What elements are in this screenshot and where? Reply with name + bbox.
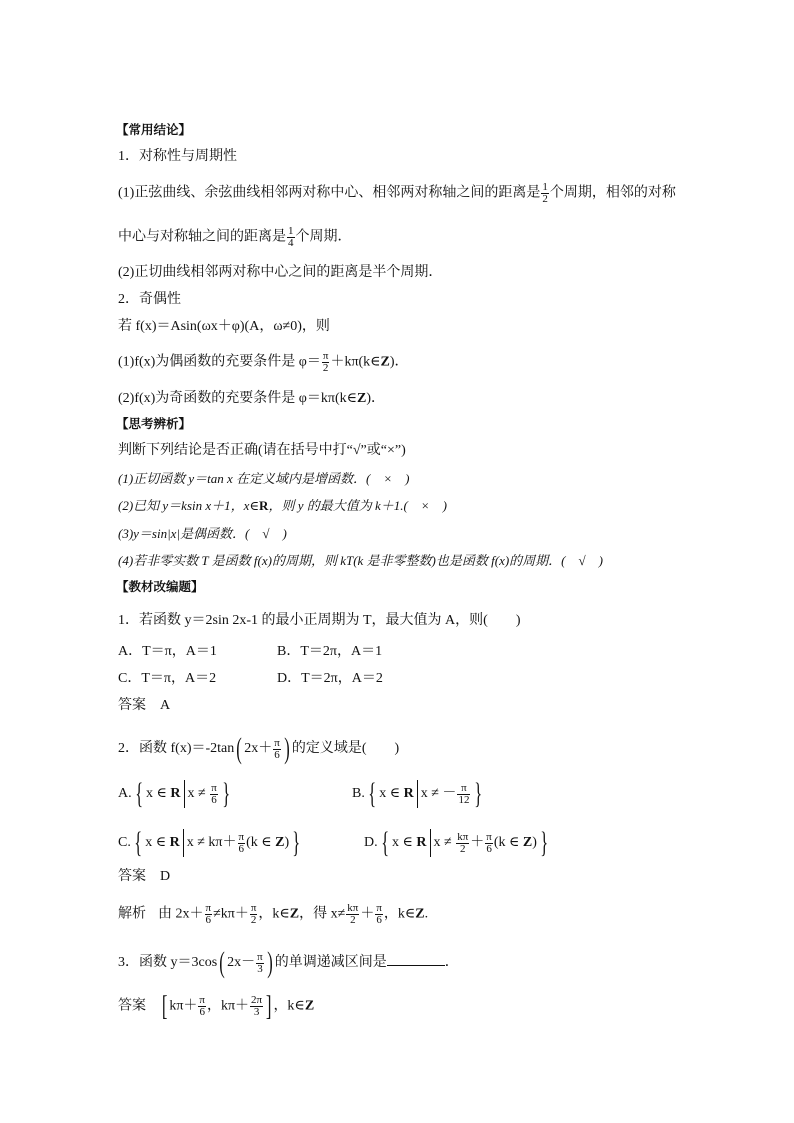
fraction-pi-over-12: [457, 783, 470, 806]
right-bracket: ]: [265, 990, 272, 1022]
problem-1-option-b: B．T＝2π，A＝1: [277, 644, 383, 659]
left-brace: {: [380, 826, 389, 859]
item-2-title: 2．奇偶性: [118, 292, 181, 307]
think-q3: (3)y＝sin|x|是偶函数．( √ ): [118, 526, 287, 541]
explanation-label: 解析: [118, 906, 146, 922]
set-bar: [417, 780, 418, 808]
option-label: D.: [364, 835, 378, 851]
left-brace: {: [134, 777, 143, 810]
option-label: A.: [118, 786, 132, 802]
denominator: 2: [350, 914, 356, 926]
real-set-symbol: R: [170, 786, 181, 802]
odd-condition: [118, 390, 385, 408]
set-bar: [184, 780, 185, 808]
text: x ∈: [145, 835, 170, 851]
text: 2x＋: [244, 741, 273, 757]
fraction-pi-over-2: [322, 351, 330, 374]
integer-set-symbol: Z: [275, 835, 285, 851]
numerator: 1: [288, 225, 294, 237]
numerator: kπ: [457, 830, 469, 843]
real-set-symbol: R: [259, 498, 269, 513]
right-paren: ): [266, 946, 273, 979]
text: ＋: [360, 906, 375, 922]
fraction-pi-over-6: [273, 738, 281, 761]
section-heading-common: 【常用结论】: [116, 123, 192, 137]
text: ，k∈: [273, 998, 305, 1014]
text: ，k∈: [258, 906, 290, 922]
numerator: π: [250, 902, 257, 914]
text: .: [424, 906, 429, 922]
numerator: kπ: [347, 902, 359, 914]
problem-1-answer: [118, 697, 170, 715]
fraction-pi-over-6: [205, 903, 213, 926]
problem-2-explanation: [118, 903, 428, 926]
text: ，kπ＋: [206, 998, 250, 1014]
text: 的定义域是( ): [291, 741, 400, 757]
fraction-kpi-over-2: [346, 903, 359, 926]
text: 由 2x＋: [158, 906, 204, 922]
denominator: 2: [322, 362, 329, 374]
real-set-symbol: R: [169, 835, 180, 851]
text: (2)f(x)为奇函数的充要条件是 φ＝kπ(k∈: [118, 391, 357, 406]
problem-1-option-d: D．T＝2π，A＝2: [277, 671, 383, 686]
numerator: 1: [542, 181, 548, 193]
text: ): [532, 835, 537, 851]
problem-1-option-c: C．T＝π，A＝2: [118, 671, 217, 686]
think-intro: 判断下列结论是否正确(请在括号中打“√”或“×”): [118, 443, 406, 458]
fraction-half: [541, 182, 549, 205]
problem-3-answer: [118, 990, 315, 1022]
right-paren: ): [284, 732, 290, 765]
problem-2-option-b: [352, 779, 486, 809]
denominator: 6: [486, 842, 492, 855]
denominator: 6: [274, 748, 280, 761]
text: (2)已知 y＝ksin x＋1，x∈: [118, 498, 260, 513]
fraction-pi-over-6: [375, 903, 383, 926]
problem-2-option-c: [118, 828, 304, 858]
integer-set-symbol: Z: [289, 906, 300, 922]
numerator: π: [205, 902, 212, 914]
denominator: 3: [253, 1006, 260, 1018]
think-q1: (1)正切函数 y＝tan x 在定义域内是增函数．( × ): [118, 471, 410, 486]
text: ，k∈: [383, 906, 416, 922]
text: (k ∈: [246, 835, 276, 851]
set-bar: [183, 829, 184, 857]
text: 个周期，相邻的对称: [549, 185, 676, 201]
answer-value: D: [160, 869, 171, 884]
left-brace: {: [134, 826, 143, 859]
think-q4: (4)若非零实数 T 是函数 f(x)的周期，则 kT(k 是非零整数)也是函数 f(x)的周期．( √ ): [118, 553, 603, 568]
fraction-pi-over-6: [485, 832, 493, 855]
answer-blank: [387, 953, 445, 966]
denominator: 2: [250, 914, 257, 926]
text: 3．函数 y＝3cos: [118, 955, 218, 971]
denominator: 2: [460, 842, 466, 855]
text: x ∈: [392, 835, 417, 851]
numerator: π: [211, 781, 217, 794]
text: ＋kπ(k∈: [330, 354, 381, 370]
fraction-pi-over-2: [250, 903, 258, 926]
fraction-quarter: [287, 226, 295, 249]
text: (1)正弦曲线、余弦曲线相邻两对称中心、相邻两对称轴之间的距离是: [118, 185, 541, 201]
text: ＋: [470, 835, 485, 851]
text: x ≠: [187, 786, 210, 802]
numerator: π: [457, 783, 470, 795]
left-bracket: [: [161, 990, 168, 1022]
para-1-line-1: [118, 182, 676, 205]
section-heading-think: 【思考辨析】: [116, 417, 192, 431]
text: 2．函数 f(x)＝-2tan: [118, 741, 235, 757]
text: kπ＋: [169, 998, 198, 1014]
option-label: B.: [352, 786, 365, 802]
right-brace: }: [474, 777, 483, 810]
left-brace: {: [368, 777, 377, 810]
integer-set-symbol: Z: [380, 354, 390, 370]
set-bar: [430, 829, 431, 857]
numerator: π: [257, 950, 263, 963]
problem-3-question: [118, 948, 459, 978]
text: (1)f(x)为偶函数的充要条件是 φ＝: [118, 354, 321, 370]
numerator: 2π: [251, 994, 263, 1006]
numerator: π: [238, 830, 245, 843]
problem-1-question: 1．若函数 y＝2sin 2x-1 的最小正周期为 T，最大值为 A，则( ): [118, 613, 521, 628]
integer-set-symbol: Z: [304, 998, 315, 1014]
text: x ∈: [379, 786, 404, 802]
fraction-kpi-over-2: [456, 832, 469, 855]
fraction-pi-over-6: [198, 995, 206, 1018]
answer-value: A: [160, 698, 171, 713]
right-brace: }: [292, 826, 301, 859]
option-label: C.: [118, 835, 131, 851]
text: x ≠ kπ＋: [186, 835, 237, 851]
real-set-symbol: R: [403, 786, 414, 802]
right-brace: }: [222, 777, 230, 810]
numerator: π: [486, 830, 492, 843]
para-2: (2)正切曲线相邻两对称中心之间的距离是半个周期．: [118, 265, 443, 280]
denominator: 6: [238, 842, 245, 855]
fraction-pi-over-6: [238, 832, 246, 855]
fraction-pi-over-6: [210, 783, 218, 806]
integer-set-symbol: Z: [356, 391, 367, 406]
numerator: π: [199, 994, 205, 1006]
text: ，得 x≠: [299, 906, 346, 922]
problem-1-option-a: A．T＝π，A＝1: [118, 644, 217, 659]
section-heading-textbook: 【教材改编题】: [116, 580, 204, 594]
right-brace: }: [540, 826, 549, 859]
problem-2-option-a: [118, 779, 233, 809]
text: ，则 y 的最大值为 k＋1.( × ): [268, 498, 447, 513]
text: x ≠: [433, 835, 456, 851]
text: )．: [389, 354, 409, 370]
text: ≠kπ＋: [213, 906, 249, 922]
text: ．: [444, 955, 459, 971]
denominator: 2: [542, 193, 548, 205]
answer-label: 答案: [118, 869, 146, 884]
numerator: π: [274, 736, 280, 749]
numerator: π: [322, 350, 329, 362]
denominator: 6: [376, 914, 382, 926]
denominator: 12: [458, 793, 470, 806]
fraction-2pi-over-3: [250, 995, 263, 1018]
even-condition: [118, 351, 409, 374]
denominator: 6: [199, 1006, 205, 1018]
problem-2-option-d: [364, 828, 551, 858]
denominator: 4: [288, 237, 294, 249]
text: 2x－: [227, 955, 256, 971]
text: )．: [366, 391, 385, 406]
text: (k ∈: [493, 835, 523, 851]
text: 中心与对称轴之间的距离是: [118, 229, 286, 245]
denominator: 6: [205, 914, 212, 926]
text: x ∈: [146, 786, 171, 802]
text: x ≠ －: [420, 786, 457, 802]
item-1-title: 1．对称性与周期性: [118, 149, 237, 164]
left-paren: (: [219, 946, 225, 979]
integer-set-symbol: Z: [522, 835, 533, 851]
numerator: π: [376, 902, 382, 914]
think-q2: [118, 497, 447, 515]
text: 个周期．: [295, 229, 352, 245]
real-set-symbol: R: [416, 835, 427, 851]
para-1-line-2: [118, 226, 352, 249]
fraction-pi-over-3: [256, 952, 264, 975]
problem-2-answer: [118, 868, 170, 886]
left-paren: (: [236, 732, 243, 765]
text: ): [284, 835, 290, 851]
answer-label: 答案: [118, 698, 146, 713]
problem-2-question: [118, 734, 399, 764]
denominator: 3: [257, 962, 263, 975]
denominator: 6: [211, 793, 217, 806]
text: 的单调递减区间是: [274, 955, 387, 971]
integer-set-symbol: Z: [415, 906, 425, 922]
parity-condition: 若 f(x)＝Asin(ωx＋φ)(A，ω≠0)，则: [118, 319, 330, 334]
answer-label: 答案: [118, 998, 146, 1014]
